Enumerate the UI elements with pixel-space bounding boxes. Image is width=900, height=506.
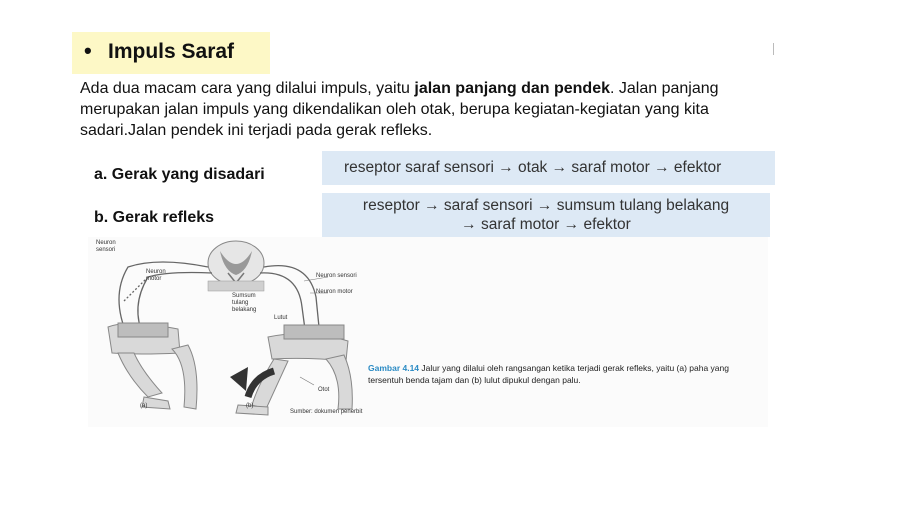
caption-text: Jalur yang dilalui oleh rangsangan ketika terjadi gerak refleks, yaitu (a) paha yang tersentuh benda tajam dan (b) lulut dipukul dengan palu. [368, 363, 729, 385]
caption-number: Gambar 4.14 [368, 363, 420, 373]
label-b: (b) [246, 403, 254, 409]
page-title: Impuls Saraf [108, 40, 235, 63]
flow-disadari: reseptor saraf sensori → otak → saraf motor → efektor [322, 151, 775, 185]
leg-a-illustration [108, 323, 197, 409]
item-gerak-disadari: a. Gerak yang disadari [94, 166, 265, 183]
label-neuron-motor: Neuron motor [146, 269, 166, 282]
item-gerak-refleks: b. Gerak refleks [94, 209, 215, 226]
reflex-figure [88, 237, 768, 427]
title-box [72, 32, 270, 74]
label-neuron-sensori: Neuron sensori [96, 240, 116, 253]
label-neuron-sensori-right: Neuron sensori [316, 273, 357, 279]
figure-caption [368, 362, 763, 386]
flow-refleks-line1: reseptor → saraf sensori → sumsum tulang belakang [362, 197, 730, 214]
label-lutut: Lutut [274, 315, 288, 321]
label-a: (a) [140, 403, 148, 409]
label-otot: Otot [318, 387, 330, 393]
leg-b-illustration [236, 325, 352, 415]
intro-text-1: Ada dua macam cara yang dilalui impuls, yaitu [80, 80, 415, 97]
spinal-cord-illustration [208, 241, 264, 291]
divider [773, 43, 774, 55]
intro-paragraph [80, 78, 780, 141]
label-sumsum: Sumsum tulang belakang [232, 293, 257, 313]
label-sumber: Sumber: dokumen penerbit [290, 409, 363, 415]
flow-refleks-line2: → saraf motor → efektor [461, 216, 631, 233]
flow-refleks [322, 193, 770, 237]
title-bullet: • [84, 38, 92, 63]
label-neuron-motor-right: Neuron motor [316, 289, 353, 295]
intro-bold: jalan panjang dan pendek [414, 80, 610, 97]
intro-text-2: . Jalan panjang merupakan jalan impuls yang dikendalikan oleh otak, berupa kegiatan-kegiatan yang kita sadari.Jalan pendek ini terjadi pada gerak refleks. [80, 80, 719, 139]
reflex-illustration [88, 237, 768, 427]
